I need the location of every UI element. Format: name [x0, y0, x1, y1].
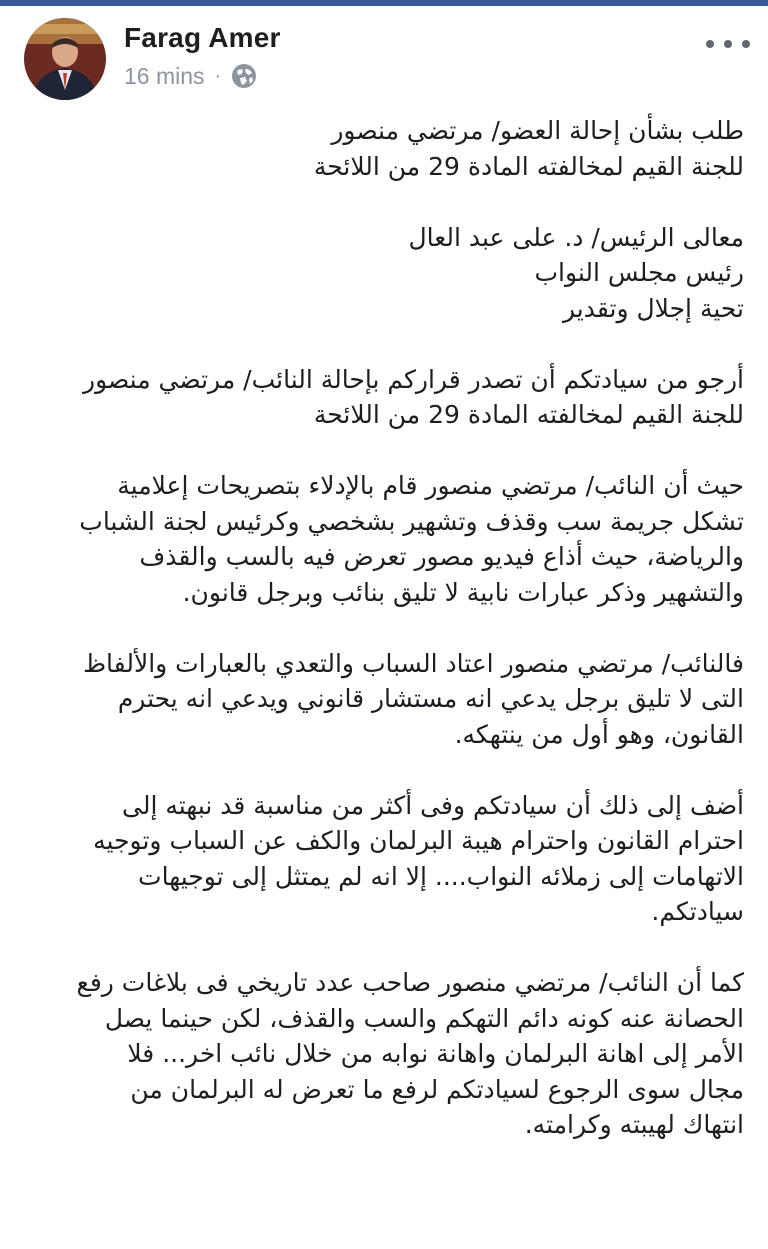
more-dot [724, 40, 732, 48]
post-line: كما أن النائب/ مرتضي منصور صاحب عدد تاريخي فى بلاغات رفع [76, 968, 744, 997]
post-paragraph [20, 646, 744, 753]
post-line: سيادتكم. [651, 897, 744, 926]
post-line: أرجو من سيادتكم أن تصدر قراركم بإحالة النائب/ مرتضي منصور [83, 364, 744, 394]
post-line: والرياضة، حيث أذاع فيديو مصور تعرض فيه بالسب والقذف [139, 542, 744, 571]
top-accent-bar [0, 0, 768, 6]
post-paragraph [20, 788, 744, 930]
post-line: مجال سوى الرجوع لسيادتكم لرفع ما تعرض له البرلمان من [130, 1074, 744, 1104]
post-timestamp[interactable]: 16 mins [124, 62, 205, 89]
post-line: حيث أن النائب/ مرتضي منصور قام بالإدلاء بتصريحات إعلامية [117, 471, 744, 500]
post-line: الاتهامات إلى زملائه النواب.... إلا انه لم يمتثل إلى توجيهات [138, 861, 744, 891]
post-paragraph [20, 362, 744, 433]
post-line: للجنة القيم لمخالفته المادة 29 من اللائحة [313, 151, 744, 181]
post-line: رئيس مجلس النواب [534, 258, 744, 287]
post-line: طلب بشأن إحالة العضو/ مرتضي منصور [331, 116, 744, 145]
post-line: انتهاك لهيبته وكرامته. [524, 1110, 744, 1139]
globe-icon[interactable] [231, 63, 257, 89]
post-body [20, 113, 744, 1178]
more-options-icon[interactable] [706, 34, 750, 54]
post-line: الحصانة عنه كونه دائم التهكم والسب والقذف، لكن حينما يصل [104, 1003, 744, 1033]
post-line: القانون، وهو أول من ينتهكه. [454, 719, 744, 749]
author-name[interactable]: Farag Amer [124, 22, 281, 53]
post-paragraph [20, 965, 744, 1143]
meta-separator: · [214, 64, 222, 87]
post-meta [124, 60, 257, 92]
post-line: فالنائب/ مرتضي منصور اعتاد السباب والتعدي بالعبارات والألفاظ [82, 648, 744, 678]
post-line: احترام القانون واحترام هيبة البرلمان والكف عن السباب وتوجيه [93, 826, 744, 855]
post-line: تحية إجلال وتقدير [563, 293, 744, 323]
post-line: أضف إلى ذلك أن سيادتكم وفى أكثر من مناسبة قد نبهته إلى [122, 790, 744, 820]
post-line: تشكل جريمة سب وقذف وتشهير بشخصي وكرئيس لجنة الشباب [79, 506, 744, 536]
post-line: معالى الرئيس/ د. على عبد العال [408, 222, 744, 252]
post-line: التى لا تليق برجل يدعي انه مستشار قانوني ويدعي انه يحترم [117, 684, 744, 713]
post-paragraph [20, 468, 744, 610]
post-line: والتشهير وذكر عبارات نابية لا تليق بنائب وبرجل قانون. [182, 577, 744, 607]
avatar[interactable] [24, 18, 106, 100]
post-paragraph [20, 220, 744, 327]
more-dot [742, 40, 750, 48]
post-paragraph [20, 113, 744, 184]
post-line: الأمر إلى اهانة البرلمان واهانة نوابه من خلال نائب اخر... فلا [127, 1039, 744, 1068]
avatar-photo [24, 18, 106, 100]
post-line: للجنة القيم لمخالفته المادة 29 من اللائحة [313, 400, 744, 429]
more-dot [706, 40, 714, 48]
